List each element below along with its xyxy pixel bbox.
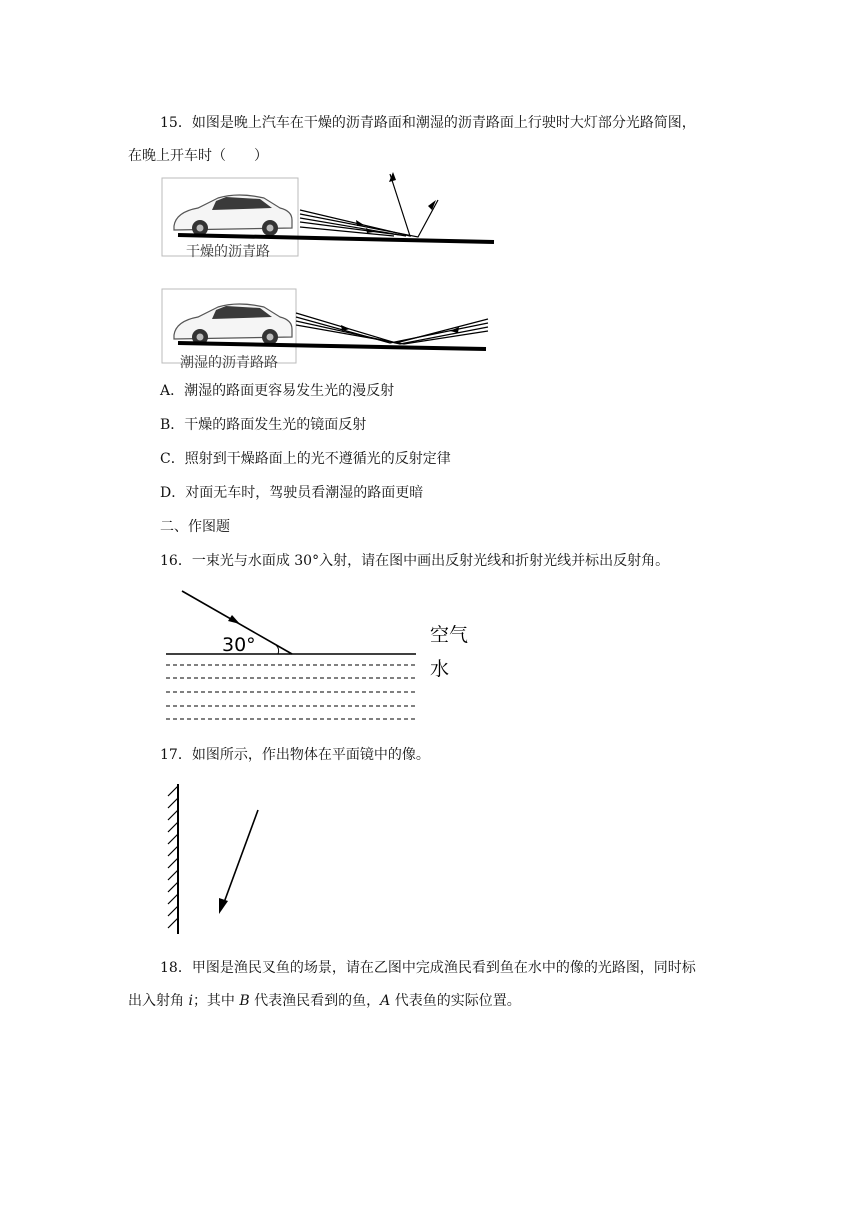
object-arrow-head [219, 898, 228, 914]
q15-option-a: A．潮湿的路面更容易发生光的漫反射 [160, 383, 395, 399]
q18-text-part-a: 出入射角 [128, 993, 189, 1009]
q18-symbol-a: A [380, 993, 391, 1009]
dry-road-figure [160, 170, 500, 270]
q15-text-line1: 15．如图是晚上汽车在干燥的沥青路面和潮湿的沥青路面上行驶时大灯部分光路简图， [160, 115, 696, 131]
q18-text-part-c: 代表渔民看到的鱼， [249, 993, 381, 1009]
q18-symbol-i: i [188, 993, 193, 1009]
plane-mirror-figure [160, 780, 300, 940]
wet-road-figure [160, 285, 500, 375]
dry-ray-arrows [356, 172, 436, 233]
q15-option-d: D．对面无车时，驾驶员看潮湿的路面更暗 [160, 485, 424, 501]
section-heading: 二、作图题 [160, 519, 230, 535]
q15-text-line2: 在晚上开车时（ ） [128, 148, 268, 164]
water-label: 水 [430, 658, 450, 680]
q15-option-b: B．干燥的路面发生光的镜面反射 [160, 417, 367, 433]
object-arrow [222, 810, 258, 908]
dry-light-rays [300, 174, 438, 237]
q15-option-c: C．照射到干燥路面上的光不遵循光的反射定律 [160, 451, 451, 467]
air-label: 空气 [430, 624, 469, 646]
q17-text: 17．如图所示，作出物体在平面镜中的像。 [160, 747, 430, 763]
angle-label: 30° [222, 634, 256, 656]
wet-light-rays [296, 313, 488, 344]
q18-text-part-b: ；其中 [192, 993, 240, 1009]
wet-road-label: 潮湿的沥青路路 [180, 355, 278, 371]
q18-text-part-d: 代表鱼的实际位置。 [390, 993, 521, 1009]
q16-text: 16．一束光与水面成 30°入射，请在图中画出反射光线和折射光线并标出反射角。 [160, 553, 670, 569]
q18-text-line2 [128, 991, 521, 1011]
q18-symbol-b: B [239, 993, 250, 1009]
water-hatching [166, 665, 416, 719]
water-surface-figure [160, 585, 490, 735]
incident-ray-arrow [228, 615, 240, 624]
dry-road-label: 干燥的沥青路 [186, 244, 270, 260]
q18-text-line1: 18．甲图是渔民叉鱼的场景，请在乙图中完成渔民看到鱼在水中的像的光路图，同时标 [160, 960, 696, 976]
mirror-hatching [168, 786, 178, 928]
